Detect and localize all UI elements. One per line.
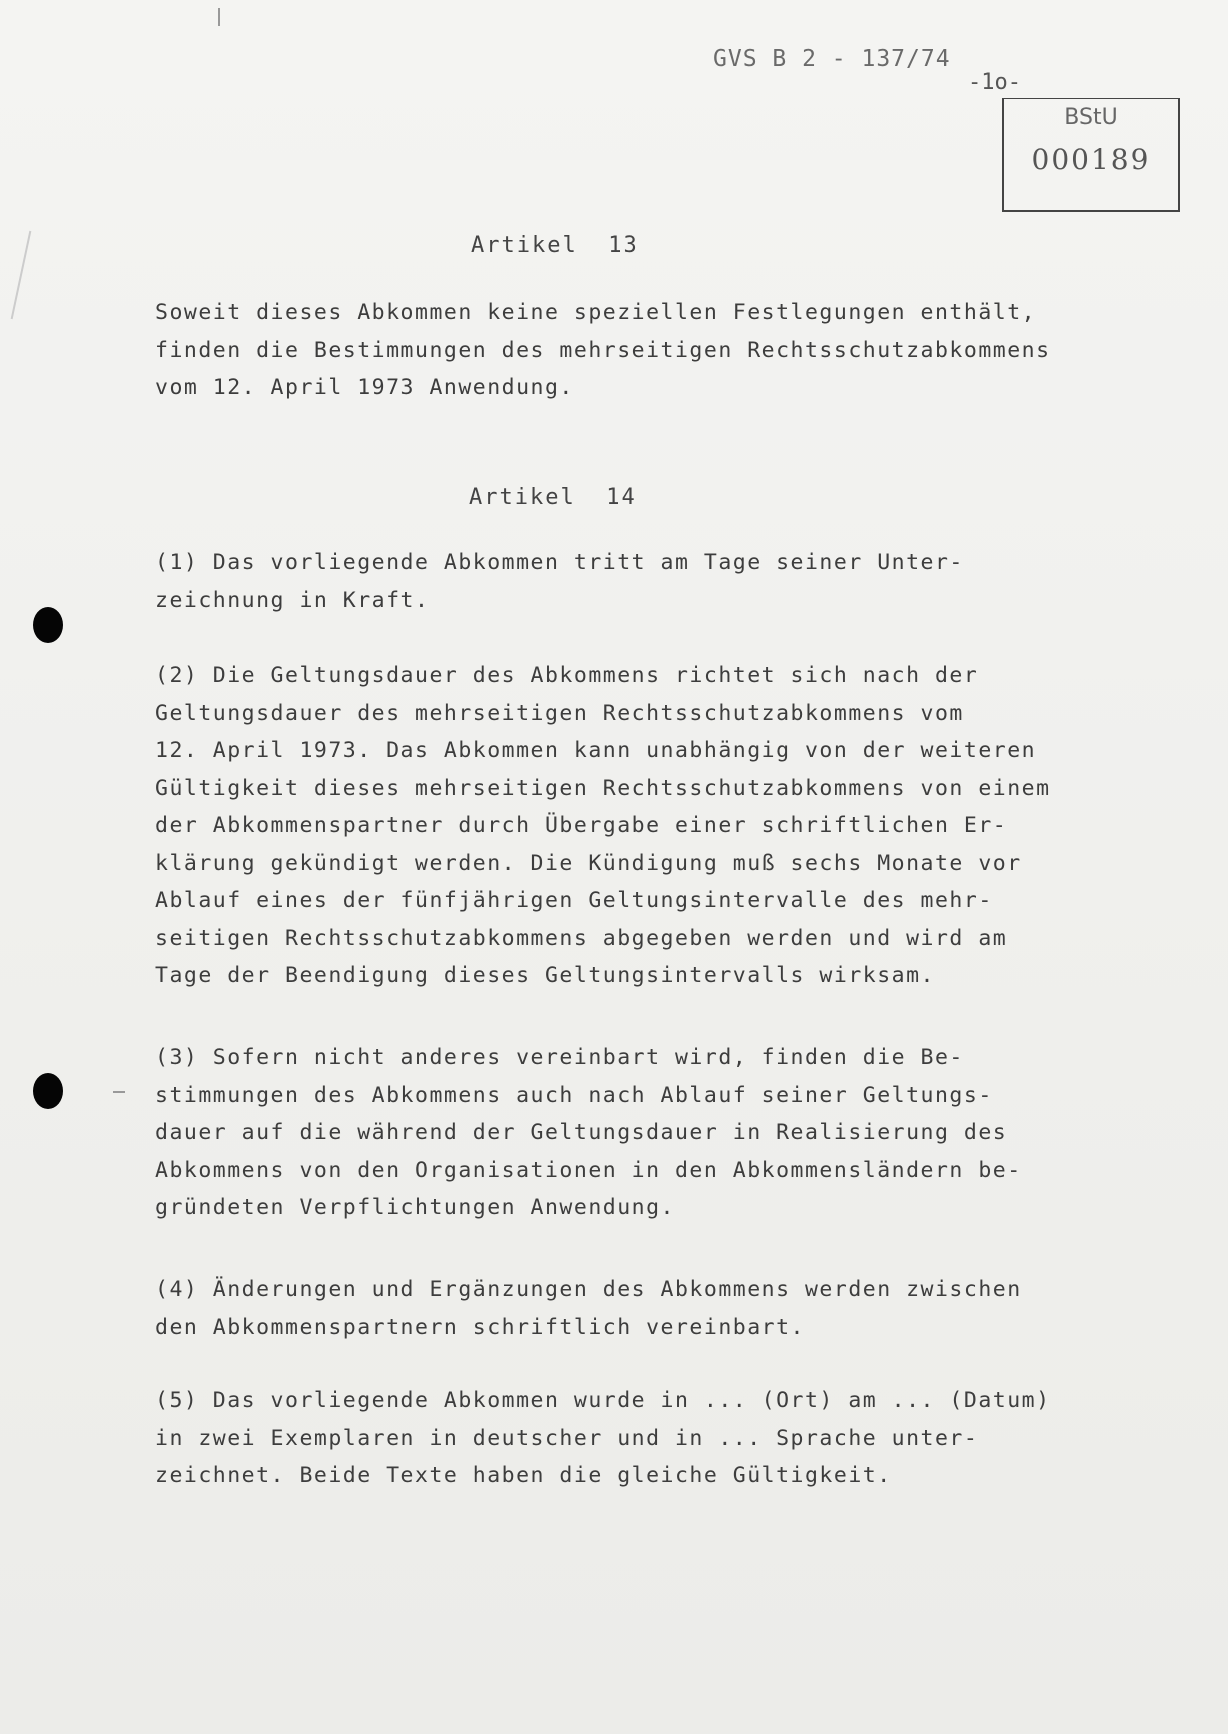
article-heading: Artikel 14 xyxy=(469,485,637,510)
paragraph xyxy=(155,657,1115,995)
punch-hole xyxy=(33,607,63,643)
text-line: vom 12. April 1973 Anwendung. xyxy=(155,375,574,400)
article-heading: Artikel 13 xyxy=(471,233,639,258)
text-line: Abkommens von den Organisationen in den Abkommensländern be- xyxy=(155,1157,1022,1183)
stamp-number: 000189 xyxy=(1031,143,1151,176)
text-line: klärung gekündigt werden. Die Kündigung muß sechs Monate vor xyxy=(155,850,1022,876)
scan-mark xyxy=(218,8,220,26)
text-line: in zwei Exemplaren in deutscher und in ... Sprache unter- xyxy=(155,1425,979,1451)
text-line: (4) Änderungen und Ergänzungen des Abkommens werden zwischen xyxy=(155,1277,1022,1302)
paragraph xyxy=(155,1382,1115,1495)
paragraph xyxy=(155,544,1115,619)
text-line: Soweit dieses Abkommen keine speziellen Festlegungen enthält, xyxy=(155,300,1037,325)
paragraph xyxy=(155,1039,1115,1227)
text-line: zeichnet. Beide Texte haben die gleiche Gültigkeit. xyxy=(155,1463,892,1488)
text-line: der Abkommenspartner durch Übergabe einer schriftlichen Er- xyxy=(155,813,1008,838)
text-line: zeichnung in Kraft. xyxy=(155,587,430,613)
text-line: stimmungen des Abkommens auch nach Ablauf seiner Geltungs- xyxy=(155,1082,993,1108)
text-line: 12. April 1973. Das Abkommen kann unabhängig von der weiteren xyxy=(155,738,1037,763)
text-line: seitigen Rechtsschutzabkommens abgegeben werden und wird am xyxy=(155,925,1008,951)
archive-stamp xyxy=(1002,98,1180,212)
stamp-organization: BStU xyxy=(1064,105,1118,130)
text-line: Tage der Beendigung dieses Geltungsintervalls wirksam. xyxy=(155,963,935,988)
paragraph xyxy=(155,294,1115,407)
text-line: Gültigkeit dieses mehrseitigen Rechtsschutzabkommens von einem xyxy=(155,775,1051,801)
text-line: Geltungsdauer des mehrseitigen Rechtsschutzabkommens vom xyxy=(155,700,964,726)
scan-mark xyxy=(11,231,32,319)
text-line: dauer auf die während der Geltungsdauer in Realisierung des xyxy=(155,1120,1008,1145)
scan-mark xyxy=(113,1091,125,1093)
text-line: (3) Sofern nicht anderes vereinbart wird, finden die Be- xyxy=(155,1045,964,1070)
text-line: (2) Die Geltungsdauer des Abkommens richtet sich nach der xyxy=(155,663,979,688)
text-line: gründeten Verpflichtungen Anwendung. xyxy=(155,1195,675,1220)
paragraph xyxy=(155,1271,1115,1346)
text-line: finden die Bestimmungen des mehrseitigen Rechtsschutzabkommens xyxy=(155,337,1051,363)
page-number: -1o- xyxy=(968,70,1021,95)
punch-hole xyxy=(33,1073,63,1109)
text-line: (5) Das vorliegende Abkommen wurde in ... (Ort) am ... (Datum) xyxy=(155,1388,1051,1413)
text-line: den Abkommenspartnern schriftlich vereinbart. xyxy=(155,1314,805,1340)
text-line: (1) Das vorliegende Abkommen tritt am Tage seiner Unter- xyxy=(155,550,964,575)
document-reference: GVS B 2 - 137/74 xyxy=(713,46,951,72)
text-line: Ablauf eines der fünfjährigen Geltungsintervalle des mehr- xyxy=(155,888,993,913)
